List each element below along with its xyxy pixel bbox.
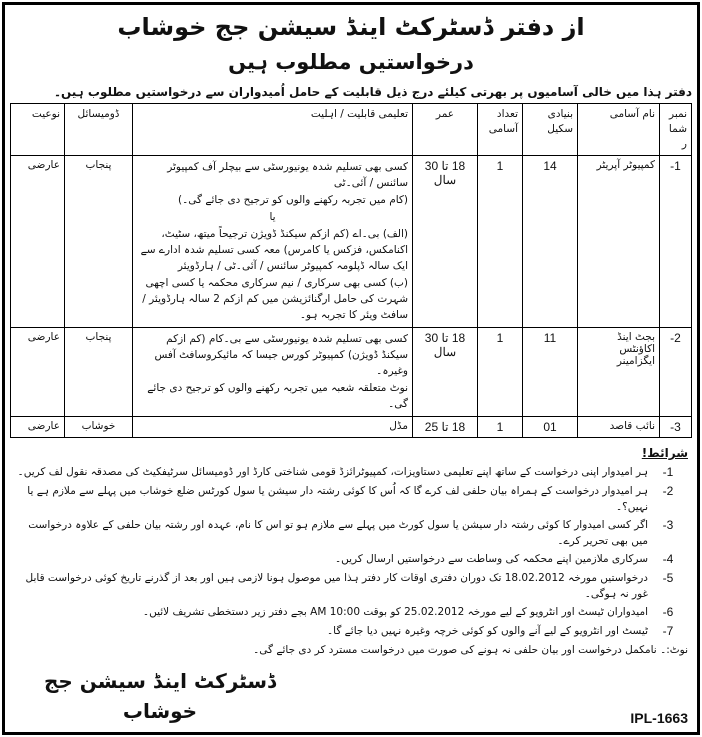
count: 1: [478, 328, 523, 417]
condition-text: ہر امیدوار درخواست کے ہمراہ بیان حلفی لف کرے گا کہ اُس کا کوئی رشتہ دار سیشن یا سول کورٹس ضلع خوشاب میں پہلے سے ملازم ہے یا نہیں؟۔: [27, 485, 648, 513]
condition-number: 4-: [662, 552, 674, 566]
domicile: خوشاب: [65, 417, 133, 438]
qualification-line: (کام میں تجربہ رکھنے والوں کو ترجیح دی جائے گی۔): [178, 194, 408, 206]
condition-text: امیدواران ٹیسٹ اور انٹرویو کے لیے مورخہ 25.02.2012 کو بوقت 10:00 AM بجے دفتر زیر دستخطی تشریف لائیں۔: [142, 606, 648, 618]
signature-title: ڈسٹرکٹ اینڈ سیشن جج: [44, 669, 276, 693]
col-nature: نوعیت: [11, 104, 65, 156]
condition-number: 7-: [662, 624, 674, 638]
intro-text: دفتر ہذا میں خالی آسامیوں پر بھرتی کیلئے درج ذیل قابلیت کے حامل اُمیدواران سے درخواستیں مطلوب ہیں۔: [53, 85, 692, 99]
qualification-line: (ب) کسی بھی سرکاری / نیم سرکاری محکمہ یا کسی اچھی شہرت کی حامل ارگنائزیشن میں کم ازکم 2 سالہ ہارڈویئر / سافٹ ویئر کا تجربہ ہو۔: [142, 277, 408, 321]
qualification-line: یا: [269, 211, 276, 223]
conditions: [10, 446, 692, 658]
table-row: [11, 156, 692, 328]
condition-number: 2-: [662, 484, 674, 498]
serial: 2-: [660, 328, 692, 417]
qualification-line: کسی بھی تسلیم شدہ یونیورسٹی سے بی۔کام (کم ازکم سیکنڈ ڈویژن) کمپیوٹر کورس جیسا کہ مائیکروسافٹ آفس وغیرہ۔: [154, 333, 408, 377]
footer: [10, 666, 692, 726]
serial: 1-: [660, 156, 692, 328]
count: 1: [478, 156, 523, 328]
condition-text: درخواستیں مورخہ 18.02.2012 تک دوران دفتری اوقات کار دفتر ہذا میں موصول ہونا لازمی ہیں اور بعد از گذرنے تاریخ کوئی درخواست قابل غور نہ ہوگی۔: [25, 572, 648, 600]
col-scale: بنیادی سکیل: [523, 104, 578, 156]
table-row: [11, 328, 692, 417]
age: 18 تا 30 سال: [413, 156, 478, 328]
domicile: پنجاب: [65, 328, 133, 417]
col-qualification: تعلیمی قابلیت / اہلیت: [133, 104, 413, 156]
condition-item: [14, 570, 688, 602]
col-age: عمر: [413, 104, 478, 156]
post-name: نائب قاصد: [578, 417, 660, 438]
condition-item: [14, 604, 688, 621]
condition-number: 3-: [662, 518, 674, 532]
conditions-title: شرائط!: [641, 446, 688, 460]
signature-block: [44, 666, 276, 726]
col-serial: نمبر شمار: [660, 104, 692, 156]
nature: عارضی: [11, 156, 65, 328]
serial: 3-: [660, 417, 692, 438]
post-name: کمپیوٹر آپریٹر: [578, 156, 660, 328]
condition-item: [14, 623, 688, 640]
qualification-line: (الف) بی۔اے (کم ازکم سیکنڈ ڈویژن ترجیحاً میتھ، سٹیٹ، اکنامکس، فزکس یا کامرس) معہ کسی تسلیم شدہ ادارے سے ایک سالہ ڈپلومہ کمپیوٹر سائنس / آئی۔ٹی / ہارڈویئر: [140, 228, 408, 272]
count: 1: [478, 417, 523, 438]
qualification-note: نوٹ متعلقہ شعبہ میں تجربہ رکھنے والوں کو ترجیح دی جائے گی۔: [147, 382, 408, 410]
ad-code: IPL-1663: [630, 710, 688, 726]
condition-text: ہر امیدوار اپنی درخواست کے ساتھ اپنے تعلیمی دستاویزات، کمپیوٹرائزڈ قومی شناختی کارڈ اور ڈومیسائل سرٹیفکیٹ کی مصدقہ نقول لف کریں۔: [17, 466, 648, 478]
qualification-line: کسی بھی تسلیم شدہ یونیورسٹی سے بیچلر آف کمپیوٹر سائنس / آئی۔ٹی: [167, 161, 408, 189]
condition-text: ٹیسٹ اور انٹرویو کے لیے آنے والوں کو کوئی خرچہ وغیرہ نہیں دیا جائے گا۔: [326, 625, 648, 637]
signature-place: خوشاب: [122, 699, 198, 723]
qualification: مڈل: [133, 417, 413, 438]
advertisement: [2, 2, 700, 735]
nature: عارضی: [11, 328, 65, 417]
nature: عارضی: [11, 417, 65, 438]
domicile: پنجاب: [65, 156, 133, 328]
qualification: [133, 156, 413, 328]
conditions-note: نوٹ:۔ نامکمل درخواست اور بیان حلفی نہ ہونے کی صورت میں درخواست مسترد کر دی جائے گی۔: [253, 644, 688, 656]
condition-text: سرکاری ملازمین اپنے محکمہ کی وساطت سے درخواستیں ارسال کریں۔: [334, 553, 648, 565]
condition-text: اگر کسی امیدوار کا کوئی رشتہ دار سیشن یا سول کورٹ میں پہلے سے ملازم ہو تو اس کا نام، عہدہ اور رشتہ بیان حلفی کے علاوہ درخواست میں بھی تحریر کرے۔: [28, 519, 648, 547]
condition-number: 1-: [662, 465, 674, 479]
ad-heading: درخواستیں مطلوب ہیں: [228, 50, 474, 74]
condition-item: [14, 551, 688, 568]
col-post: نام آسامی: [578, 104, 660, 156]
condition-number: 5-: [662, 571, 674, 585]
qualification: [133, 328, 413, 417]
table-header: [11, 104, 692, 156]
condition-item: [14, 464, 688, 481]
scale: 14: [523, 156, 578, 328]
post-name: بجٹ اینڈ اکاؤنٹس ایگزامینر: [578, 328, 660, 417]
condition-number: 6-: [662, 605, 674, 619]
vacancy-table: [10, 103, 692, 438]
scale: 01: [523, 417, 578, 438]
col-count: تعداد آسامی: [478, 104, 523, 156]
condition-item: [14, 517, 688, 549]
scale: 11: [523, 328, 578, 417]
age: 18 تا 25: [413, 417, 478, 438]
office-title: از دفتر ڈسٹرکٹ اینڈ سیشن جج خوشاب: [117, 13, 585, 41]
col-domicile: ڈومیسائل: [65, 104, 133, 156]
condition-item: [14, 483, 688, 515]
age: 18 تا 30 سال: [413, 328, 478, 417]
table-row: [11, 417, 692, 438]
